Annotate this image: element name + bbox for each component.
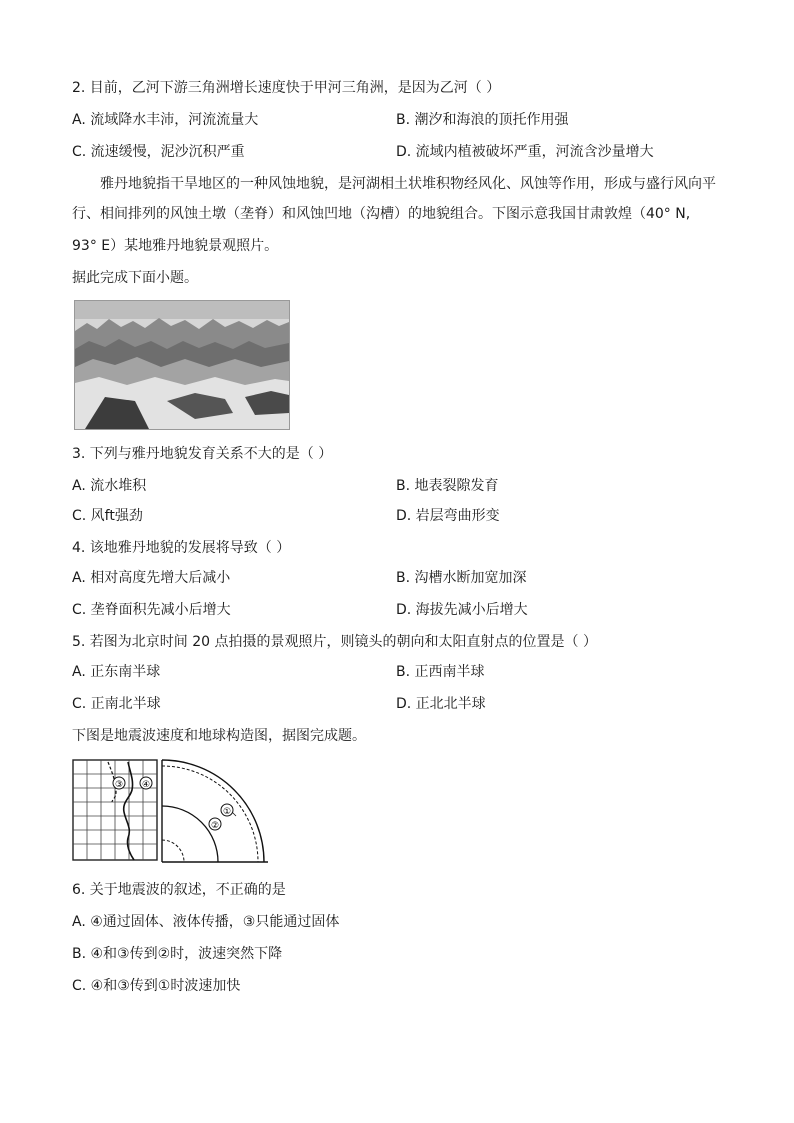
q4-option-d: D. 海拔先减小后增大 [396,602,528,618]
q4-stem: 4. 该地雅丹地貌的发展将导致（ ） [72,540,291,556]
velocity-grid [73,760,157,860]
seismic-diagram [72,758,272,864]
q2-option-a: A. 流域降水丰沛，河流流量大 [72,112,259,128]
seismic-diagram-svg [72,758,272,864]
circle-label-2 [209,818,221,831]
label-3-text: ③ [114,780,124,790]
q3-option-d: D. 岩层弯曲形变 [396,508,500,524]
q5-option-a: A. 正东南半球 [72,664,161,680]
label-1-text: ① [222,807,232,817]
q5-option-c: C. 正南北半球 [72,696,161,712]
q6-option-a: A. ④通过固体、液体传播，③只能通过固体 [72,914,340,930]
q4-option-b: B. 沟槽水断加宽加深 [396,570,527,586]
q3-stem: 3. 下列与雅丹地貌发育关系不大的是（ ） [72,446,333,462]
q3-option-a: A. 流水堆积 [72,478,147,494]
label-4-text: ④ [141,780,151,790]
q4-option-a: A. 相对高度先增大后减小 [72,570,231,586]
q2-option-b: B. 潮汐和海浪的顶托作用强 [396,112,569,128]
q3-option-b: B. 地表裂隙发育 [396,478,499,494]
q2-option-d: D. 流域内植被破坏严重，河流含沙量增大 [396,144,654,160]
q6-option-c: C. ④和③传到①时波速加快 [72,978,241,994]
passage-line-3: 93° E）某地雅丹地貌景观照片。 [72,238,279,254]
q6-option-b: B. ④和③传到②时，波速突然下降 [72,946,283,962]
label-2-text: ② [210,821,220,831]
passage-line-2: 行、相间排列的风蚀土墩（垄脊）和风蚀凹地（沟槽）的地貌组合。下图示意我国甘肃敦煌（40° N, [72,206,691,222]
earth-structure-quadrant [162,760,268,862]
passage-instruction: 据此完成下面小题。 [72,270,198,286]
passage-line-1: 雅丹地貌指干旱地区的一种风蚀地貌，是河湖相土状堆积物经风化、风蚀等作用，形成与盛行风向平 [100,176,716,192]
yardang-photo [74,300,290,430]
circle-label-1 [221,804,233,817]
q3-option-c: C. 风ft强劲 [72,508,143,524]
q5-option-b: B. 正西南半球 [396,664,485,680]
q2-stem: 2. 目前，乙河下游三角洲增长速度快于甲河三角洲，是因为乙河（ ） [72,80,501,96]
q6-stem: 6. 关于地震波的叙述，不正确的是 [72,882,286,898]
q5-stem: 5. 若图为北京时间 20 点拍摄的景观照片，则镜头的朝向和太阳直射点的位置是（ ） [72,634,597,650]
q2-option-c: C. 流速缓慢，泥沙沉积严重 [72,144,245,160]
q4-option-c: C. 垄脊面积先减小后增大 [72,602,231,618]
seismic-intro: 下图是地震波速度和地球构造图，据图完成题。 [72,728,366,744]
q5-option-d: D. 正北北半球 [396,696,486,712]
